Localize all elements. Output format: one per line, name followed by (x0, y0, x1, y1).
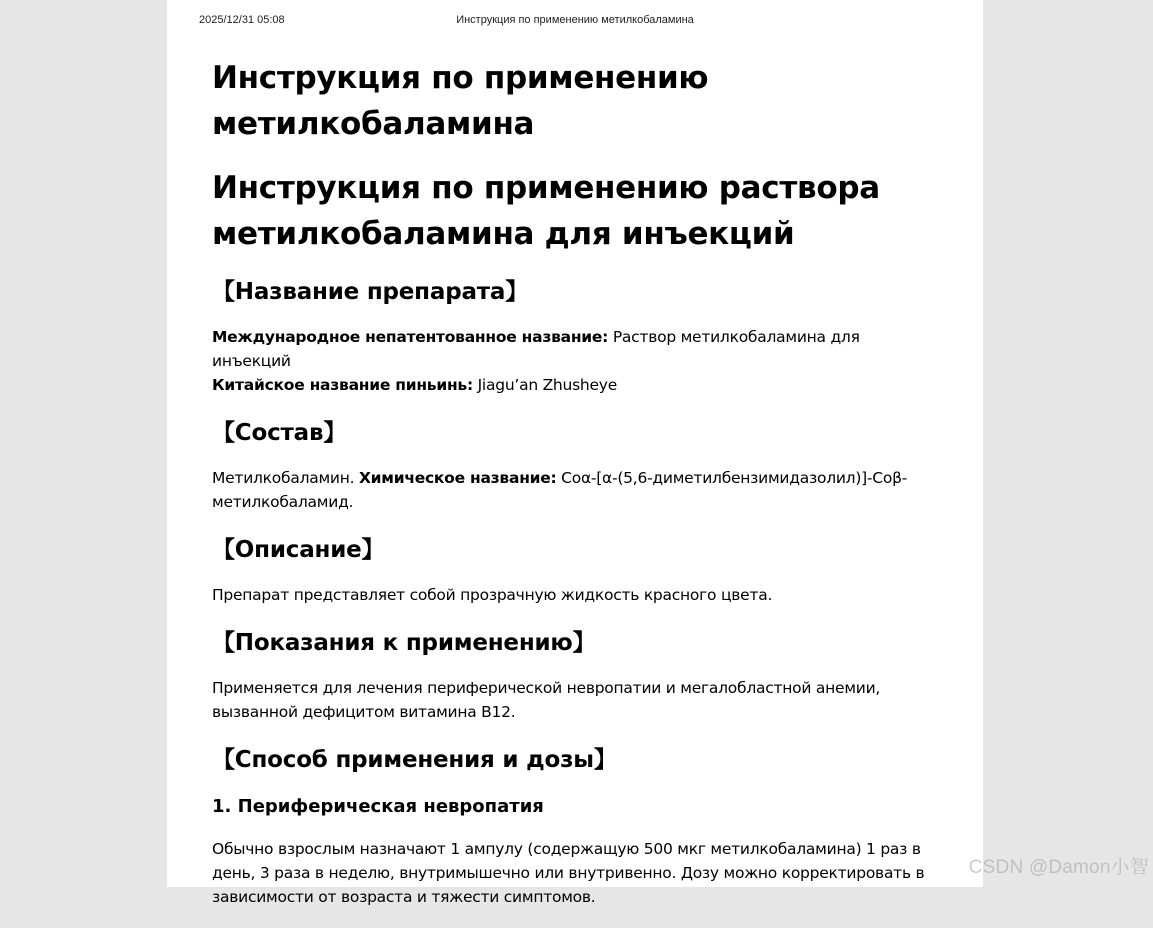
pinyin-value: Jiagu’an Zhusheye (472, 376, 617, 394)
document-subtitle: Инструкция по применению раствора метилкобаламина для инъекций (212, 170, 880, 252)
pinyin-line (212, 373, 927, 397)
section-heading-description: 【Описание】 (212, 537, 385, 563)
document-content (212, 55, 927, 928)
print-header-title: Инструкция по применению метилкобаламина (456, 14, 694, 26)
subsection-heading-neuropathy: 1. Периферическая невропатия (212, 796, 544, 817)
subsection-neuropathy-body: Обычно взрослым назначают 1 ампулу (содержащую 500 мкг метилкобаламина) 1 раз в день, 3 раза в неделю, внутримышечно или внутривенно. Дозу можно корректировать в зависимости от возраста и тяжести симптомов. (212, 840, 925, 906)
inn-label: Международное непатентованное название: (212, 328, 609, 346)
document-title: Инструкция по применению метилкобаламина (212, 60, 709, 142)
print-datetime: 2025/12/31 05:08 (199, 14, 285, 26)
section-description-body: Препарат представляет собой прозрачную жидкость красного цвета. (212, 586, 773, 604)
section-heading-composition: 【Состав】 (212, 420, 347, 446)
section-heading-indications: 【Показания к применению】 (212, 630, 596, 656)
chem-label: Химическое название: (358, 469, 557, 487)
chem-value: Coα-[α-(5,6-диметилбензимидазолил)]-Coβ-метилкобаламид. (212, 469, 908, 511)
section-composition-body (212, 466, 927, 514)
section-name-body (212, 325, 927, 397)
composition-text: Метилкобаламин. (212, 469, 359, 487)
inn-line (212, 325, 927, 373)
section-heading-name: 【Название препарата】 (212, 279, 529, 305)
pinyin-label: Китайское название пиньинь: (212, 376, 473, 394)
document-page (167, 0, 983, 906)
section-indications-body: Применяется для лечения периферической невропатии и мегалобластной анемии, вызванной дефицитом витамина B12. (212, 679, 881, 721)
section-heading-dosage: 【Способ применения и дозы】 (212, 747, 617, 773)
inn-value: Раствор метилкобаламина для инъекций (212, 328, 860, 370)
print-header (167, 14, 983, 28)
watermark: CSDN @Damon小智 (968, 857, 1149, 878)
